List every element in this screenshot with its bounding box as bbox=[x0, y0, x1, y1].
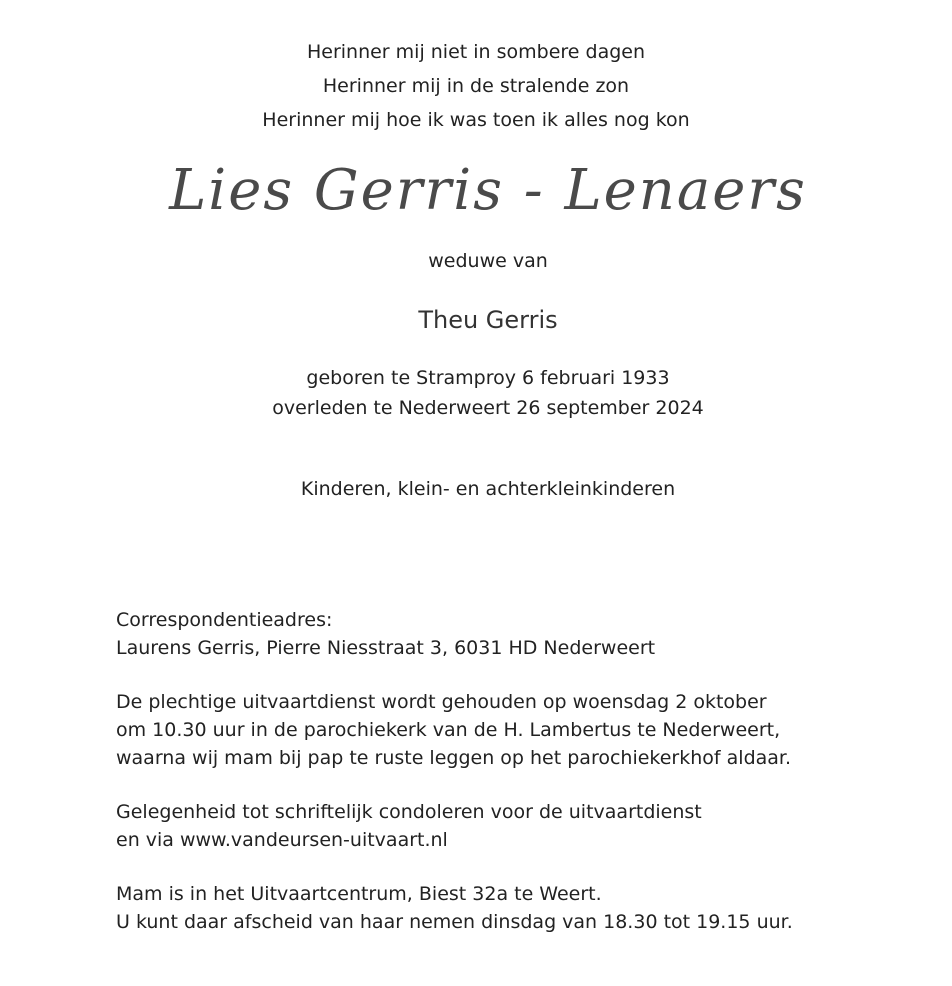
condolence-line-1: Gelegenheid tot schriftelijk condoleren voor de uitvaartdienst bbox=[116, 801, 702, 823]
relation-label: weduwe van bbox=[428, 250, 548, 272]
poem-line-1: Herinner mij niet in sombere dagen bbox=[306, 41, 646, 63]
spouse-name: Theu Gerris bbox=[418, 306, 558, 334]
farewell-line-1: Mam is in het Uitvaartcentrum, Biest 32a te Weert. bbox=[116, 883, 602, 905]
condolence-block bbox=[116, 798, 916, 854]
deceased-name: Lies Gerris - Lenaers bbox=[169, 158, 807, 223]
poem-line-2: Herinner mij in de stralende zon bbox=[322, 75, 630, 97]
poem-line-3: Herinner mij hoe ik was toen ik alles nog kon bbox=[262, 109, 690, 131]
farewell-block bbox=[116, 880, 916, 936]
family-line: Kinderen, klein- en achterkleinkinderen bbox=[300, 478, 676, 500]
service-block bbox=[116, 688, 916, 772]
service-line-2: om 10.30 uur in de parochiekerk van de H. Lambertus te Nederweert, bbox=[116, 719, 781, 741]
farewell-line-2: U kunt daar afscheid van haar nemen dinsdag van 18.30 tot 19.15 uur. bbox=[116, 911, 793, 933]
service-line-3: waarna wij mam bij pap te ruste leggen op het parochiekerkhof aldaar. bbox=[116, 747, 792, 769]
born-line: geboren te Stramproy 6 februari 1933 bbox=[306, 367, 670, 389]
correspondence-label: Correspondentieadres: bbox=[116, 609, 333, 631]
correspondence-block bbox=[116, 606, 916, 662]
service-line-1: De plechtige uitvaartdienst wordt gehouden op woensdag 2 oktober bbox=[116, 691, 767, 713]
life-dates bbox=[0, 363, 952, 423]
died-line: overleden te Nederweert 26 september 2024 bbox=[272, 397, 704, 419]
details-section bbox=[116, 606, 916, 962]
poem bbox=[0, 35, 952, 137]
condolence-line-2: en via www.vandeursen-uitvaart.nl bbox=[116, 829, 448, 851]
correspondence-address: Laurens Gerris, Pierre Niesstraat 3, 6031 HD Nederweert bbox=[116, 637, 656, 659]
